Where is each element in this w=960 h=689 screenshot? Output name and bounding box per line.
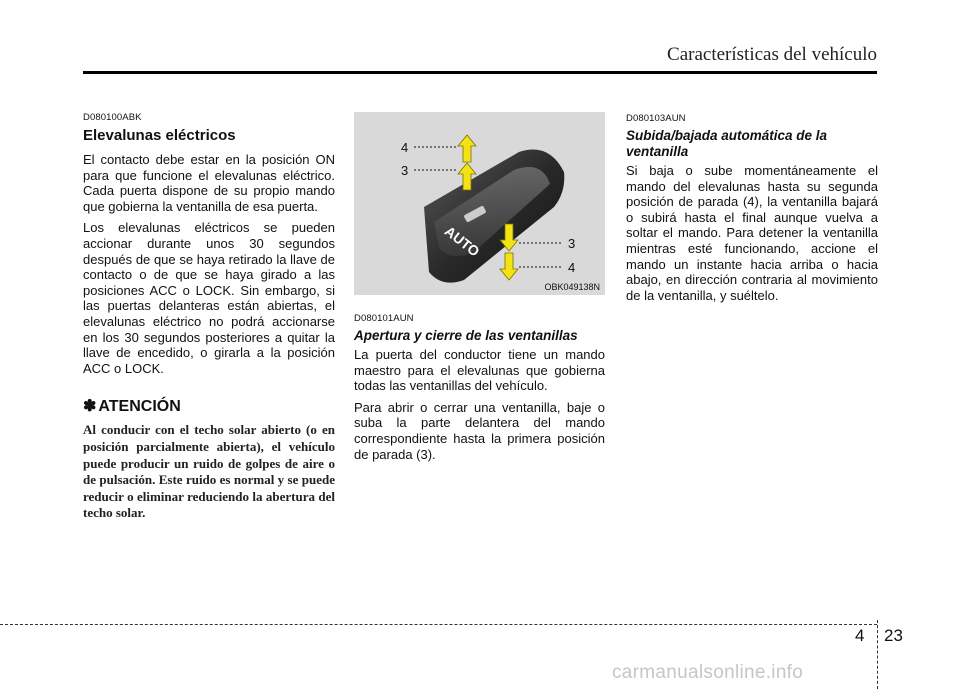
section-heading: Elevalunas eléctricos bbox=[83, 127, 236, 144]
header-rule bbox=[83, 71, 877, 74]
figure-code: OBK049138N bbox=[544, 282, 600, 292]
column-middle bbox=[354, 112, 605, 468]
paragraph: Si baja o sube momentáneamente el mando del elevalunas hasta su segunda posición de parada (4), la ventanilla bajará o subirá hasta el final aunque vuelva a soltar el mando. Para detener la ventanilla mientras esté funcionando, accione el mando un instante hacia arriba o hacia abajo, en dirección contraria al movimiento de la ventanilla, y suéltelo. bbox=[626, 163, 878, 303]
paragraph: Los elevalunas eléctricos se pueden accionar durante unos 30 segundos después de que se haya retirado la llave de contacto o de que se haya girado a las posiciones ACC o LOCK. Sin embargo, si las puertas delanteras están abiertas, el elevalunas eléctrico no podrá accionarse en los 30 segundos posteriores a quitar la llave de encedido, o girarla a la posición ACC o LOCK. bbox=[83, 220, 335, 376]
section-code: D080100ABK bbox=[83, 112, 142, 123]
auto-label: AUTO bbox=[441, 222, 483, 260]
window-switch-body bbox=[424, 150, 564, 283]
section-heading: Subida/bajada automática de la ventanilla bbox=[626, 128, 828, 159]
window-switch-figure bbox=[354, 112, 605, 295]
paragraph: El contacto debe estar en la posición ON para que funcione el elevalunas eléctrico. Cada puerta dispone de su propio mando que gobierna la ventanilla de esa puerta. bbox=[83, 152, 335, 214]
column-right bbox=[626, 113, 878, 309]
watermark: carmanualsonline.info bbox=[612, 662, 804, 683]
label-bottom-inner: 3 bbox=[568, 236, 576, 251]
attention-text: Al conducir con el techo solar abierto (o en posición parcialmente abierta), el vehículo puede producir un ruido de golpes de aire o de pulsación. Este ruido es normal y se puede reducir o eliminar reduciendo la abertura del techo solar. bbox=[83, 422, 335, 521]
section-code: D080103AUN bbox=[626, 113, 686, 124]
label-top-inner: 3 bbox=[401, 163, 409, 178]
asterisk-icon: ✽ bbox=[83, 398, 97, 416]
section-code: D080101AUN bbox=[354, 313, 414, 324]
label-bottom-outer: 4 bbox=[568, 260, 576, 275]
attention-title: ATENCIÓN bbox=[98, 398, 181, 416]
page-header-title: Características del vehículo bbox=[667, 44, 877, 65]
label-top-outer: 4 bbox=[401, 140, 409, 155]
paragraph: La puerta del conductor tiene un mando maestro para el elevalunas que gobierna todas las ventanillas del vehículo. bbox=[354, 347, 605, 394]
page-number: 23 bbox=[884, 626, 903, 645]
footer-rule bbox=[0, 624, 877, 625]
paragraph: Para abrir o cerrar una ventanilla, baje o suba la parte delantera del mando correspondiente hasta la primera posición de parada (3). bbox=[354, 399, 605, 462]
column-left bbox=[83, 112, 335, 522]
footer-separator bbox=[877, 620, 878, 689]
attention-heading bbox=[83, 396, 335, 416]
chapter-number: 4 bbox=[855, 626, 865, 645]
section-heading: Apertura y cierre de las ventanillas bbox=[354, 328, 578, 343]
